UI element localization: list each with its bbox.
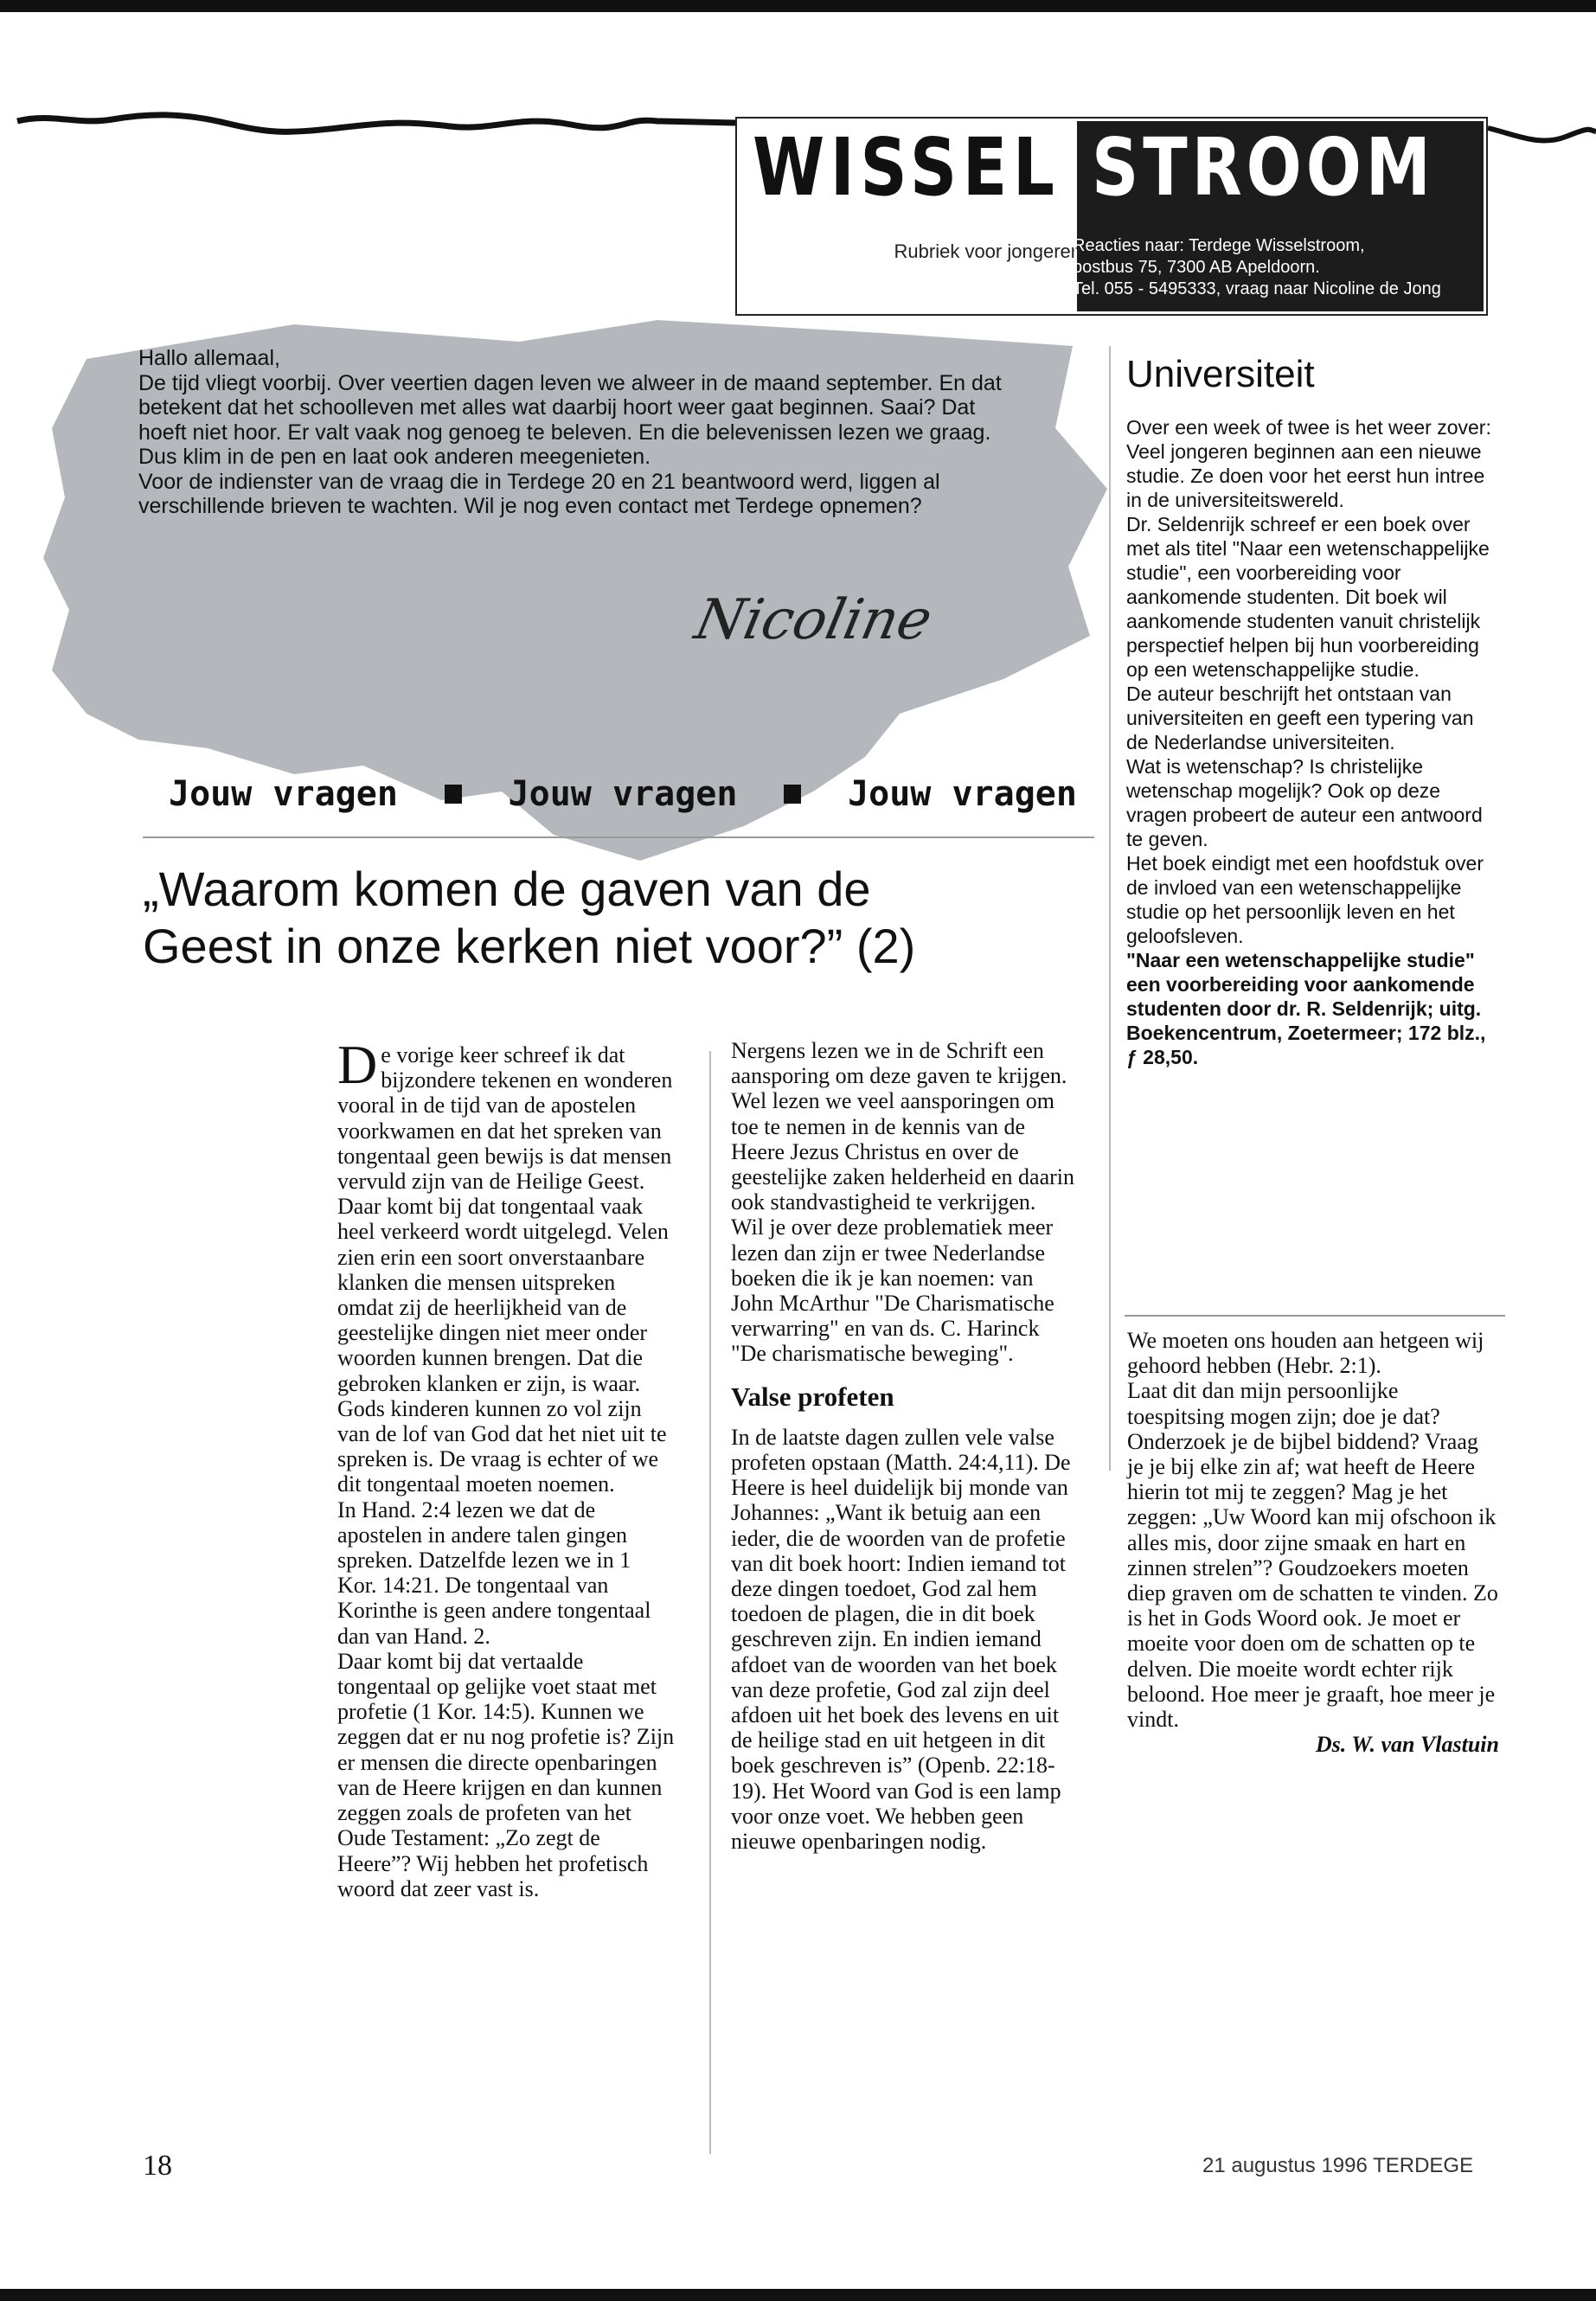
sidebar-title: Universiteit <box>1126 353 1315 395</box>
sidebar-bottom-rule <box>1125 1315 1505 1317</box>
sidebar-paragraph: De auteur beschrijft het ontstaan van universiteiten en geeft een typering van de Nederlandse universiteiten. <box>1126 683 1474 753</box>
masthead-logo-wissel: WISSEL <box>753 121 1061 214</box>
article-paragraph: Wil je over deze problematiek meer lezen dan zijn er twee Nederlandse boeken die ik je kan noemen: van John McArthur "De Charismatische verwarring" en van ds. C. Harinck "De charismatische beweging". <box>731 1215 1054 1367</box>
intro-greeting: Hallo allemaal, <box>138 346 280 370</box>
sidebar-paragraph: Over een week of twee is het weer zover: Veel jongeren beginnen aan een nieuwe studie. Ze doen voor het eerst hun intree in de universiteitswereld. <box>1126 416 1491 511</box>
sidebar-paragraph: Het boek eindigt met een hoofdstuk over de invloed van een wetenschappelijke studie op het persoonlijk leven en het geloofsleven. <box>1126 852 1484 947</box>
intro-line: betekent dat het schoolleven met alles wat daarbij hoort weer gaat beginnen. Saai? Dat <box>138 395 976 420</box>
section-banner <box>169 774 1077 814</box>
intro-line: Voor de indienster van de vraag die in Terdege 20 en 21 beantwoord werd, liggen al <box>138 469 940 494</box>
article-headline <box>143 861 1094 975</box>
signature: Nicoline <box>689 588 938 652</box>
torn-edge-line-right <box>1488 128 1596 141</box>
footer-date: 21 augustus 1996 TERDEGE <box>1202 2154 1474 2177</box>
drop-cap: D <box>337 1034 378 1095</box>
masthead-rubriek: Rubriek voor jongeren <box>894 240 1081 262</box>
headline-line: Geest in onze kerken niet voor?” (2) <box>143 919 916 973</box>
contact-line: postbus 75, 7300 AB Apeldoorn. <box>1073 258 1320 277</box>
masthead-logo-stroom: STROOM <box>1092 121 1435 214</box>
article-paragraph: Daar komt bij dat vertaalde tongentaal op gelijke voet staat met profetie (1 Kor. 14:5). Kunnen we zeggen dat er nu nog profetie is? Zijn er mensen die directe openbaringen van de Heere krijgen en dan kunnen zeggen zoals de profeten van het Oude Testament: „Zo zegt de Heere”? Wij hebben het profetisch woord dat zeer vast is. <box>337 1648 675 1901</box>
contact-line: Reacties naar: Terdege Wisselstroom, <box>1073 236 1365 255</box>
sidebar-paragraph: Wat is wetenschap? Is christelijke wetenschap mogelijk? Ook op deze vragen probeert de auteur een antwoord te geven. <box>1126 755 1483 850</box>
sidebar-text <box>1126 415 1498 1069</box>
article-column-2 <box>731 1038 1077 1854</box>
article-paragraph: We moeten ons houden aan hetgeen wij gehoord hebben (Hebr. 2:1). <box>1127 1328 1484 1379</box>
sidebar-book-info: "Naar een wetenschappelijke studie" een voorbereiding voor aankomende studenten door dr. R. Seldenrijk; uitg. Boekencentrum, Zoetermeer; 172 blz., ƒ 28,50. <box>1126 949 1486 1068</box>
column-divider <box>709 1051 711 2154</box>
section-banner-label: Jouw vragen <box>508 774 738 814</box>
article-paragraph: In Hand. 2:4 lezen we dat de apostelen in andere talen gingen spreken. Datzelfde lezen we in 1 Kor. 14:21. De tongentaal van Korinthe is geen andere tongentaal dan van Hand. 2. <box>337 1497 651 1649</box>
article-subheading: Valse profeten <box>731 1381 894 1412</box>
square-bullet-icon <box>445 785 462 804</box>
sidebar-paragraph: Dr. Seldenrijk schreef er een boek over met als titel "Naar een wetenschappelijke studie", een voorbereiding voor aankomende studenten. Dit boek wil aankomende studenten vanuit christelijk perspectief helpen bij hun voorbereiding op een wetenschappelijke studie. <box>1126 513 1490 681</box>
article-author: Ds. W. van Vlastuin <box>1315 1732 1499 1758</box>
page-number: 18 <box>143 2150 172 2182</box>
headline-line: „Waarom komen de gaven van de <box>143 862 871 916</box>
article-column-3 <box>1127 1328 1499 1757</box>
bottom-border <box>0 2289 1596 2301</box>
masthead-contact <box>1073 235 1479 300</box>
article-paragraph-text: e vorige keer schreef ik dat bijzondere tekenen en wonderen vooral in de tijd van de apostelen voorkwamen en dat het spreken van tongentaal geen bewijs is dat mensen vervuld zijn van de Heilige Geest. <box>337 1042 673 1195</box>
article-paragraph: Laat dit dan mijn persoonlijke toespitsing mogen zijn; doe je dat? Onderzoek je de bijbel biddend? Vraag je je bij elke zin af; wat heeft de Heere hierin tot mij te zeggen? Mag je het zeggen: „Uw Woord kan mij ofschoon ik alles mis, door zijne smaak en hart en zinnen strelen”? Goudzoekers moeten diep graven om de schatten te vinden. Zo is het in Gods Woord ook. Je moet er moeite voor doen om de schatten op te delven. Die moeite wordt echter rijk beloond. Hoe meer je graaft, hoe meer je vindt. <box>1127 1378 1498 1733</box>
section-banner-label: Jouw vragen <box>848 774 1077 814</box>
article-paragraph: Daar komt bij dat tongentaal vaak heel verkeerd wordt uitgelegd. Velen zien erin een soort onverstaanbare klanken die mensen uitspreken omdat zij de heerlijkheid van de geestelijke dingen niet meer onder woorden kunnen brengen. Dat die gebroken klanken er zijn, is waar. Gods kinderen kunnen zo vol zijn van de lof van God dat het niet uit te spreken is. De vraag is echter of we dit tongentaal moeten noemen. <box>337 1194 669 1497</box>
intro-line: verschillende brieven te wachten. Wil je nog even contact met Terdege opnemen? <box>138 494 922 518</box>
banner-divider <box>143 836 1094 838</box>
torn-edge-line <box>17 115 735 132</box>
sidebar-divider <box>1109 346 1111 1471</box>
article-paragraph: In de laatste dagen zullen vele valse profeten opstaan (Matth. 24:4,11). De Heere is heel duidelijk bij monde van Johannes: „Want ik betuig aan een ieder, die de woorden van de profetie van dit boek hoort: Indien iemand tot deze dingen toedoet, God zal hem toedoen de plagen, die in dit boek geschreven zijn. En indien iemand afdoet van de woorden van het boek van deze profetie, God zal zijn deel afdoen uit het boek des levens en uit de heilige stad en uit hetgeen in dit boek geschreven is” (Openb. 22:18-19). Het Woord van God is een lamp voor onze voet. We hebben geen nieuwe openbaringen nodig. <box>731 1424 1071 1855</box>
top-border <box>0 0 1596 12</box>
article-column-1 <box>337 1034 675 1901</box>
intro-letter <box>138 346 1055 519</box>
intro-line: De tijd vliegt voorbij. Over veertien dagen leven we alweer in de maand september. En dat <box>138 370 1002 395</box>
article-paragraph <box>337 1034 675 1195</box>
article-paragraph: Nergens lezen we in de Schrift een aansporing om deze gaven te krijgen. Wel lezen we veel aansporingen om toe te nemen in de kennis van de Heere Jezus Christus en over de geestelijke zaken helderheid en daarin ook standvastigheid te verkrijgen. <box>731 1038 1075 1215</box>
intro-line: hoeft niet hoor. Er valt vaak nog genoeg te beleven. En die belevenissen lezen we graag. <box>138 420 991 445</box>
square-bullet-icon <box>784 785 801 804</box>
section-banner-label: Jouw vragen <box>169 774 398 814</box>
intro-line: Dus klim in de pen en laat ook anderen meegenieten. <box>138 445 651 469</box>
contact-line: Tel. 055 - 5495333, vraag naar Nicoline de Jong <box>1073 279 1441 298</box>
